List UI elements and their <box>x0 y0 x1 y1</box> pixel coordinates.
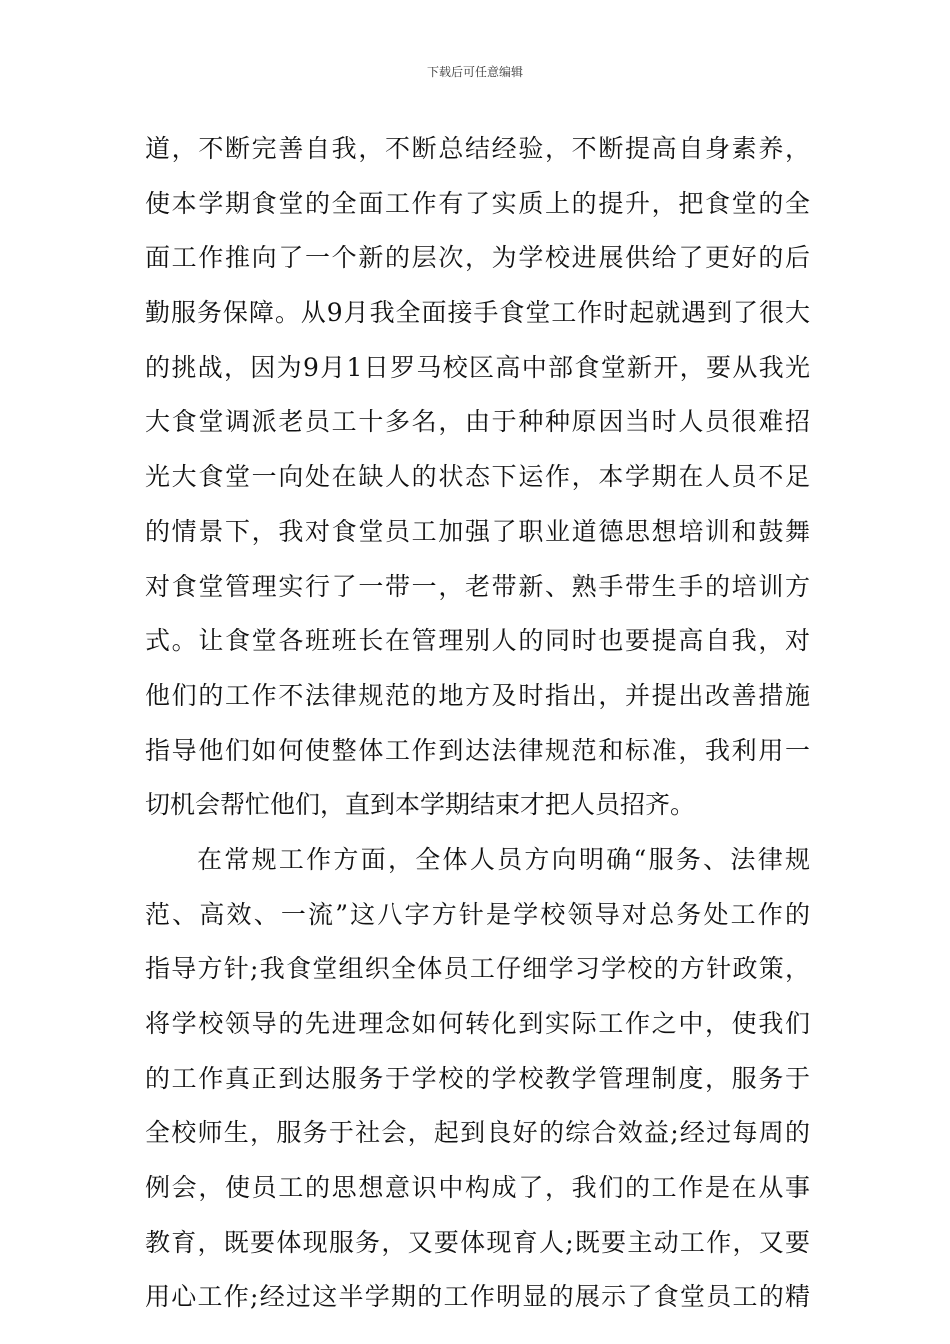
text-line: 对食堂管理实行了一带一，老带新、熟手带生手的培训方 <box>145 571 810 601</box>
text-line: 指导他们如何使整体工作到达法律规范和标准，我利用一 <box>145 735 810 765</box>
text-line: 道，不断完善自我，不断总结经验，不断提高自身素养， <box>145 134 810 163</box>
page-header: 下载后可任意编辑 <box>426 65 523 79</box>
text-line: 式。让食堂各班班长在管理别人的同时也要提高自我，对 <box>145 626 810 656</box>
text-line: 教育，既要体现服务，又要体现育人;既要主动工作，又要 <box>145 1227 810 1257</box>
text-line: 的情景下，我对食堂员工加强了职业道德思想培训和鼓舞 <box>145 516 810 546</box>
text-line: 用心工作;经过这半学期的工作明显的展示了食堂员工的精 <box>145 1282 810 1312</box>
text-line: 勤服务保障。从9月我全面接手食堂工作时起就遇到了很大 <box>145 298 810 328</box>
document-body <box>145 122 810 1325</box>
text-line: 将学校领导的先进理念如何转化到实际工作之中，使我们 <box>145 1009 810 1038</box>
text-line: 的工作真正到达服务于学校的学校教学管理制度，服务于 <box>145 1063 810 1093</box>
text-line: 的挑战，因为9月1日罗马校区高中部食堂新开，要从我光 <box>145 352 810 382</box>
text-line: 他们的工作不法律规范的地方及时指出，并提出改善措施 <box>145 680 810 710</box>
paragraph-end-line: 切机会帮忙他们，直到本学期结束才把人员招齐。 <box>145 790 696 820</box>
paragraph-start-line: 在常规工作方面，全体人员方向明确“服务、法律规 <box>197 844 810 874</box>
text-line: 光大食堂一向处在缺人的状态下运作，本学期在人员不足 <box>145 462 810 492</box>
text-line: 使本学期食堂的全面工作有了实质上的提升，把食堂的全 <box>145 188 810 218</box>
text-line: 范、高效、一流”这八字方针是学校领导对总务处工作的 <box>145 899 810 929</box>
text-line: 面工作推向了一个新的层次，为学校进展供给了更好的后 <box>145 243 810 273</box>
text-line: 例会，使员工的思想意识中构成了，我们的工作是在从事 <box>145 1173 810 1203</box>
text-line: 大食堂调派老员工十多名，由于种种原因当时人员很难招 <box>145 407 810 437</box>
text-line: 全校师生，服务于社会，起到良好的综合效益;经过每周的 <box>145 1118 810 1148</box>
text-line: 指导方针;我食堂组织全体员工仔细学习学校的方针政策， <box>145 954 810 984</box>
